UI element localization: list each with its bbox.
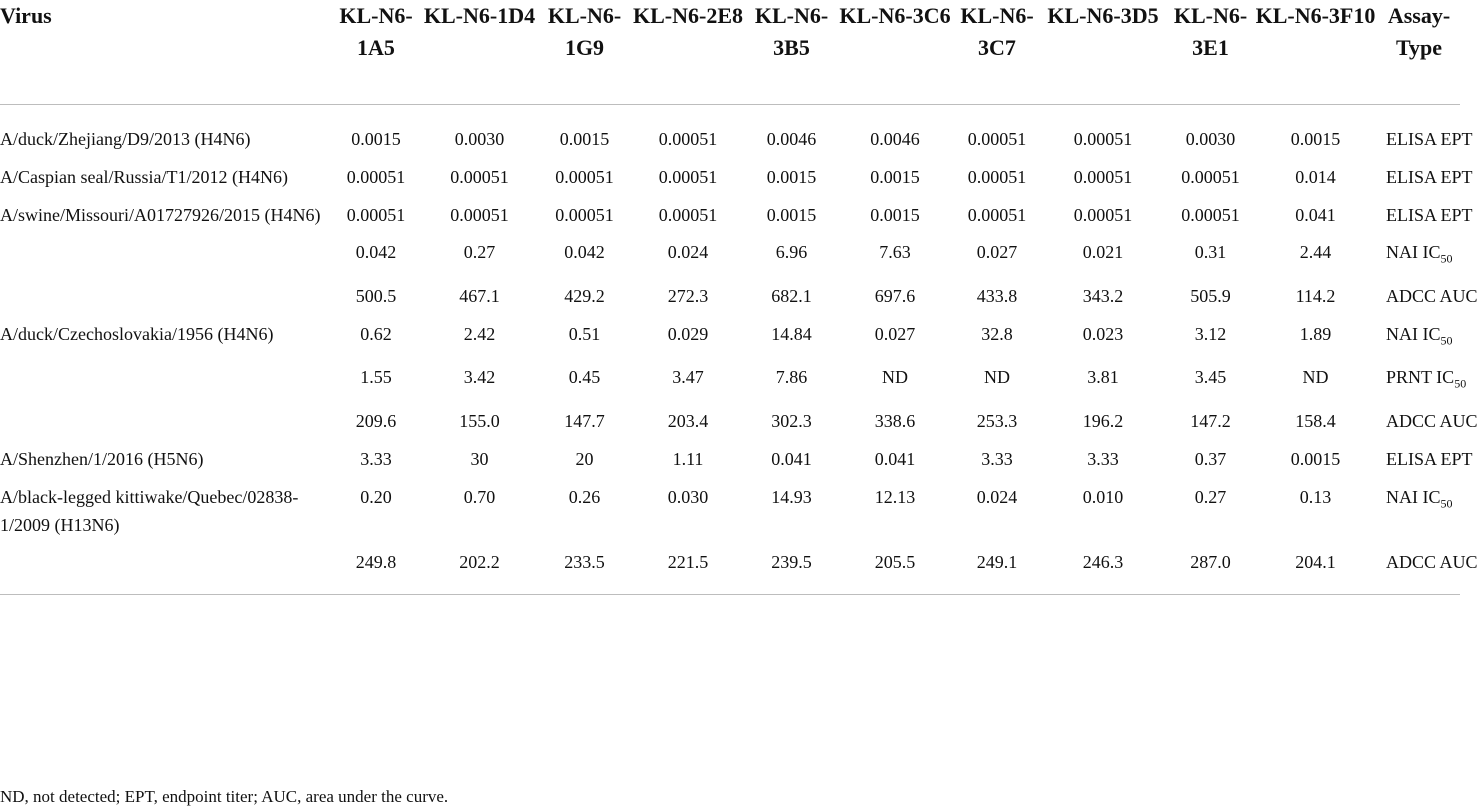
- value-cell: 202.2: [459, 551, 500, 572]
- value-cell: 697.6: [874, 285, 916, 306]
- value-cell: 1.55: [360, 367, 392, 388]
- table-row: [0, 398, 1460, 435]
- value-cell: 0.00051: [555, 205, 614, 225]
- value-cell: 246.3: [1082, 551, 1124, 572]
- value-cell: 0.00051: [967, 205, 1027, 225]
- header-kl-n6-2e8: KL-N6-2E8: [633, 3, 743, 28]
- value-cell: 0.024: [976, 486, 1018, 507]
- virus-cell: A/black-legged kittiwake/Quebec/02838-1/2009 (H13N6): [0, 486, 299, 535]
- value-cell: 0.13: [1299, 486, 1332, 507]
- value-cell: 158.4: [1295, 410, 1336, 431]
- header-assay-type: Assay-Type: [1387, 3, 1451, 60]
- value-cell: 0.45: [568, 367, 601, 388]
- value-cell: 0.0015: [559, 129, 610, 149]
- table-row: [0, 435, 1460, 473]
- value-cell: 0.041: [874, 448, 916, 469]
- virus-cell: A/Shenzhen/1/2016 (H5N6): [0, 448, 204, 469]
- virus-cell: [0, 229, 335, 273]
- value-cell: 2.44: [1299, 242, 1332, 262]
- assay-type-cell: PRNT $IC_{50}$: [1386, 367, 1467, 391]
- value-cell: 0.041: [1295, 205, 1336, 225]
- assay-type-cell: NAI $IC_{50}$: [1386, 323, 1453, 348]
- value-cell: 0.0015: [870, 167, 920, 187]
- value-cell: 3.42: [463, 367, 496, 388]
- value-cell: 0.00051: [967, 129, 1027, 149]
- virus-cell: A/Caspian seal/Russia/T1/2012 (H4N6): [0, 167, 288, 187]
- value-cell: 3.33: [360, 448, 392, 469]
- value-cell: 0.030: [667, 486, 709, 507]
- table-row: [0, 191, 1460, 229]
- value-cell: 221.5: [667, 551, 709, 572]
- value-cell: 0.029: [667, 323, 709, 344]
- value-cell: 32.8: [981, 323, 1013, 344]
- value-cell: 7.63: [879, 242, 911, 262]
- value-cell: 196.2: [1082, 410, 1124, 431]
- value-cell: 433.8: [976, 285, 1018, 306]
- value-cell: 0.00051: [658, 205, 718, 225]
- table-row: [0, 229, 1460, 273]
- value-cell: 0.20: [360, 486, 392, 507]
- value-cell: 233.5: [564, 551, 605, 572]
- value-cell: 0.70: [463, 486, 496, 507]
- virus-cell: [0, 273, 335, 310]
- value-cell: 682.1: [771, 285, 812, 306]
- table-row: [0, 273, 1460, 310]
- value-cell: 3.45: [1194, 367, 1227, 388]
- value-cell: 0.37: [1194, 448, 1227, 469]
- value-cell: 0.00051: [658, 167, 718, 187]
- value-cell: 0.0015: [1290, 448, 1341, 469]
- value-cell: 302.3: [771, 410, 812, 431]
- header-kl-n6-3b5: KL-N6-3B5: [754, 3, 829, 60]
- value-cell: 0.0015: [351, 129, 401, 149]
- value-cell: 0.0030: [454, 129, 505, 149]
- virus-cell: [0, 398, 335, 435]
- value-cell: 249.8: [355, 551, 397, 572]
- value-cell: 20: [575, 448, 594, 469]
- value-cell: 14.84: [771, 323, 812, 344]
- table-row: [0, 354, 1460, 398]
- header-kl-n6-3c6: KL-N6-3C6: [839, 3, 951, 28]
- value-cell: 0.31: [1194, 242, 1227, 262]
- value-cell: 114.2: [1295, 285, 1336, 306]
- value-cell: 0.042: [355, 242, 397, 262]
- value-cell: 3.33: [981, 448, 1013, 469]
- value-cell: 0.62: [360, 323, 392, 344]
- virus-cell: A/duck/Zhejiang/D9/2013 (H4N6): [0, 129, 251, 149]
- value-cell: 0.00051: [346, 167, 406, 187]
- value-cell: 0.024: [667, 242, 709, 262]
- header-kl-n6-3c7: KL-N6-3C7: [960, 3, 1034, 60]
- value-cell: 0.027: [976, 242, 1018, 262]
- value-cell: 0.00051: [450, 167, 509, 187]
- value-cell: 239.5: [771, 551, 812, 572]
- value-cell: 12.13: [874, 486, 916, 507]
- value-cell: 0.26: [568, 486, 601, 507]
- value-cell: 3.12: [1194, 323, 1227, 344]
- value-cell: 0.0015: [766, 205, 817, 225]
- value-cell: 0.00051: [450, 205, 509, 225]
- value-cell: ND: [984, 367, 1010, 388]
- table-row: [0, 310, 1460, 355]
- value-cell: 0.00051: [1073, 167, 1133, 187]
- value-cell: 0.00051: [1073, 129, 1133, 149]
- value-cell: 0.27: [463, 242, 496, 262]
- header-kl-n6-3e1: KL-N6-3E1: [1173, 3, 1248, 60]
- header-kl-n6-1a5: KL-N6-1A5: [339, 3, 413, 60]
- table-row: [0, 473, 1460, 539]
- value-cell: 6.96: [775, 242, 808, 262]
- value-cell: 0.00051: [1181, 167, 1240, 187]
- value-cell: 0.27: [1194, 486, 1227, 507]
- value-cell: 2.42: [463, 323, 496, 344]
- value-cell: 0.014: [1295, 167, 1336, 187]
- table-body: [0, 105, 1478, 595]
- value-cell: 343.2: [1082, 285, 1124, 306]
- value-cell: 0.042: [564, 242, 605, 262]
- value-cell: 0.041: [771, 448, 812, 469]
- assay-type-cell: ADCC AUC: [1386, 551, 1478, 572]
- value-cell: 287.0: [1190, 551, 1231, 572]
- value-cell: 0.00051: [1073, 205, 1133, 225]
- value-cell: 155.0: [459, 410, 500, 431]
- value-cell: 0.0046: [766, 129, 817, 149]
- value-cell: 147.2: [1190, 410, 1231, 431]
- header-kl-n6-1g9: KL-N6-1G9: [547, 3, 622, 60]
- value-cell: 0.0015: [870, 205, 920, 225]
- value-cell: 3.81: [1087, 367, 1119, 388]
- value-cell: 1.11: [672, 448, 704, 469]
- value-cell: 30: [470, 448, 489, 469]
- header-kl-n6-3f10: KL-N6-3F10: [1255, 3, 1376, 28]
- value-cell: 0.0030: [1185, 129, 1236, 149]
- value-cell: ND: [882, 367, 908, 388]
- value-cell: 500.5: [355, 285, 397, 306]
- table-header-row: [0, 0, 1460, 105]
- value-cell: ND: [1302, 367, 1329, 388]
- value-cell: 0.00051: [346, 205, 406, 225]
- value-cell: 272.3: [667, 285, 709, 306]
- value-cell: 1.89: [1299, 323, 1332, 344]
- assay-type-cell: ELISA EPT: [1386, 167, 1473, 187]
- virus-cell: [0, 354, 335, 398]
- value-cell: 0.00051: [1181, 205, 1240, 225]
- table-row: [0, 153, 1460, 191]
- value-cell: 0.027: [874, 323, 916, 344]
- table-footnote: ND, not detected; EPT, endpoint titer; AUC, area under the curve.: [0, 787, 449, 806]
- value-cell: 0.0015: [1290, 129, 1341, 149]
- assay-type-cell: NAI $IC_{50}$: [1386, 486, 1453, 511]
- value-cell: 0.0015: [766, 167, 817, 187]
- value-cell: 0.51: [568, 323, 601, 344]
- assay-type-cell: NAI $IC_{50}$: [1386, 242, 1453, 266]
- assay-type-cell: ADCC AUC: [1386, 285, 1478, 306]
- value-cell: 0.00051: [555, 167, 614, 187]
- assay-type-cell: ELISA EPT: [1386, 129, 1473, 149]
- value-cell: 147.7: [564, 410, 605, 431]
- table-row: [0, 105, 1460, 154]
- value-cell: 204.1: [1295, 551, 1336, 572]
- value-cell: 209.6: [355, 410, 397, 431]
- value-cell: 467.1: [459, 285, 500, 306]
- virus-cell: A/swine/Missouri/A01727926/2015 (H4N6): [0, 205, 321, 225]
- value-cell: 0.010: [1082, 486, 1124, 507]
- value-cell: 203.4: [667, 410, 709, 431]
- value-cell: 7.86: [775, 367, 808, 388]
- assay-type-cell: ELISA EPT: [1386, 205, 1473, 225]
- virus-cell: [0, 539, 335, 595]
- table-row: [0, 539, 1460, 595]
- header-kl-n6-3d5: KL-N6-3D5: [1047, 3, 1159, 28]
- value-cell: 0.00051: [658, 129, 718, 149]
- value-cell: 338.6: [874, 410, 916, 431]
- header-virus: Virus: [0, 3, 52, 28]
- value-cell: 253.3: [976, 410, 1018, 431]
- value-cell: 3.33: [1087, 448, 1119, 469]
- value-cell: 249.1: [976, 551, 1018, 572]
- value-cell: 3.47: [672, 367, 704, 388]
- value-cell: 429.2: [564, 285, 605, 306]
- value-cell: 205.5: [874, 551, 916, 572]
- header-kl-n6-1d4: KL-N6-1D4: [423, 3, 536, 28]
- value-cell: 505.9: [1190, 285, 1231, 306]
- assay-type-cell: ELISA EPT: [1386, 448, 1473, 469]
- value-cell: 14.93: [771, 486, 812, 507]
- value-cell: 0.0046: [870, 129, 920, 149]
- value-cell: 0.023: [1082, 323, 1124, 344]
- assay-type-cell: ADCC AUC: [1386, 410, 1478, 431]
- virus-cell: A/duck/Czechoslovakia/1956 (H4N6): [0, 323, 274, 344]
- value-cell: 0.00051: [967, 167, 1027, 187]
- value-cell: 0.021: [1082, 242, 1124, 262]
